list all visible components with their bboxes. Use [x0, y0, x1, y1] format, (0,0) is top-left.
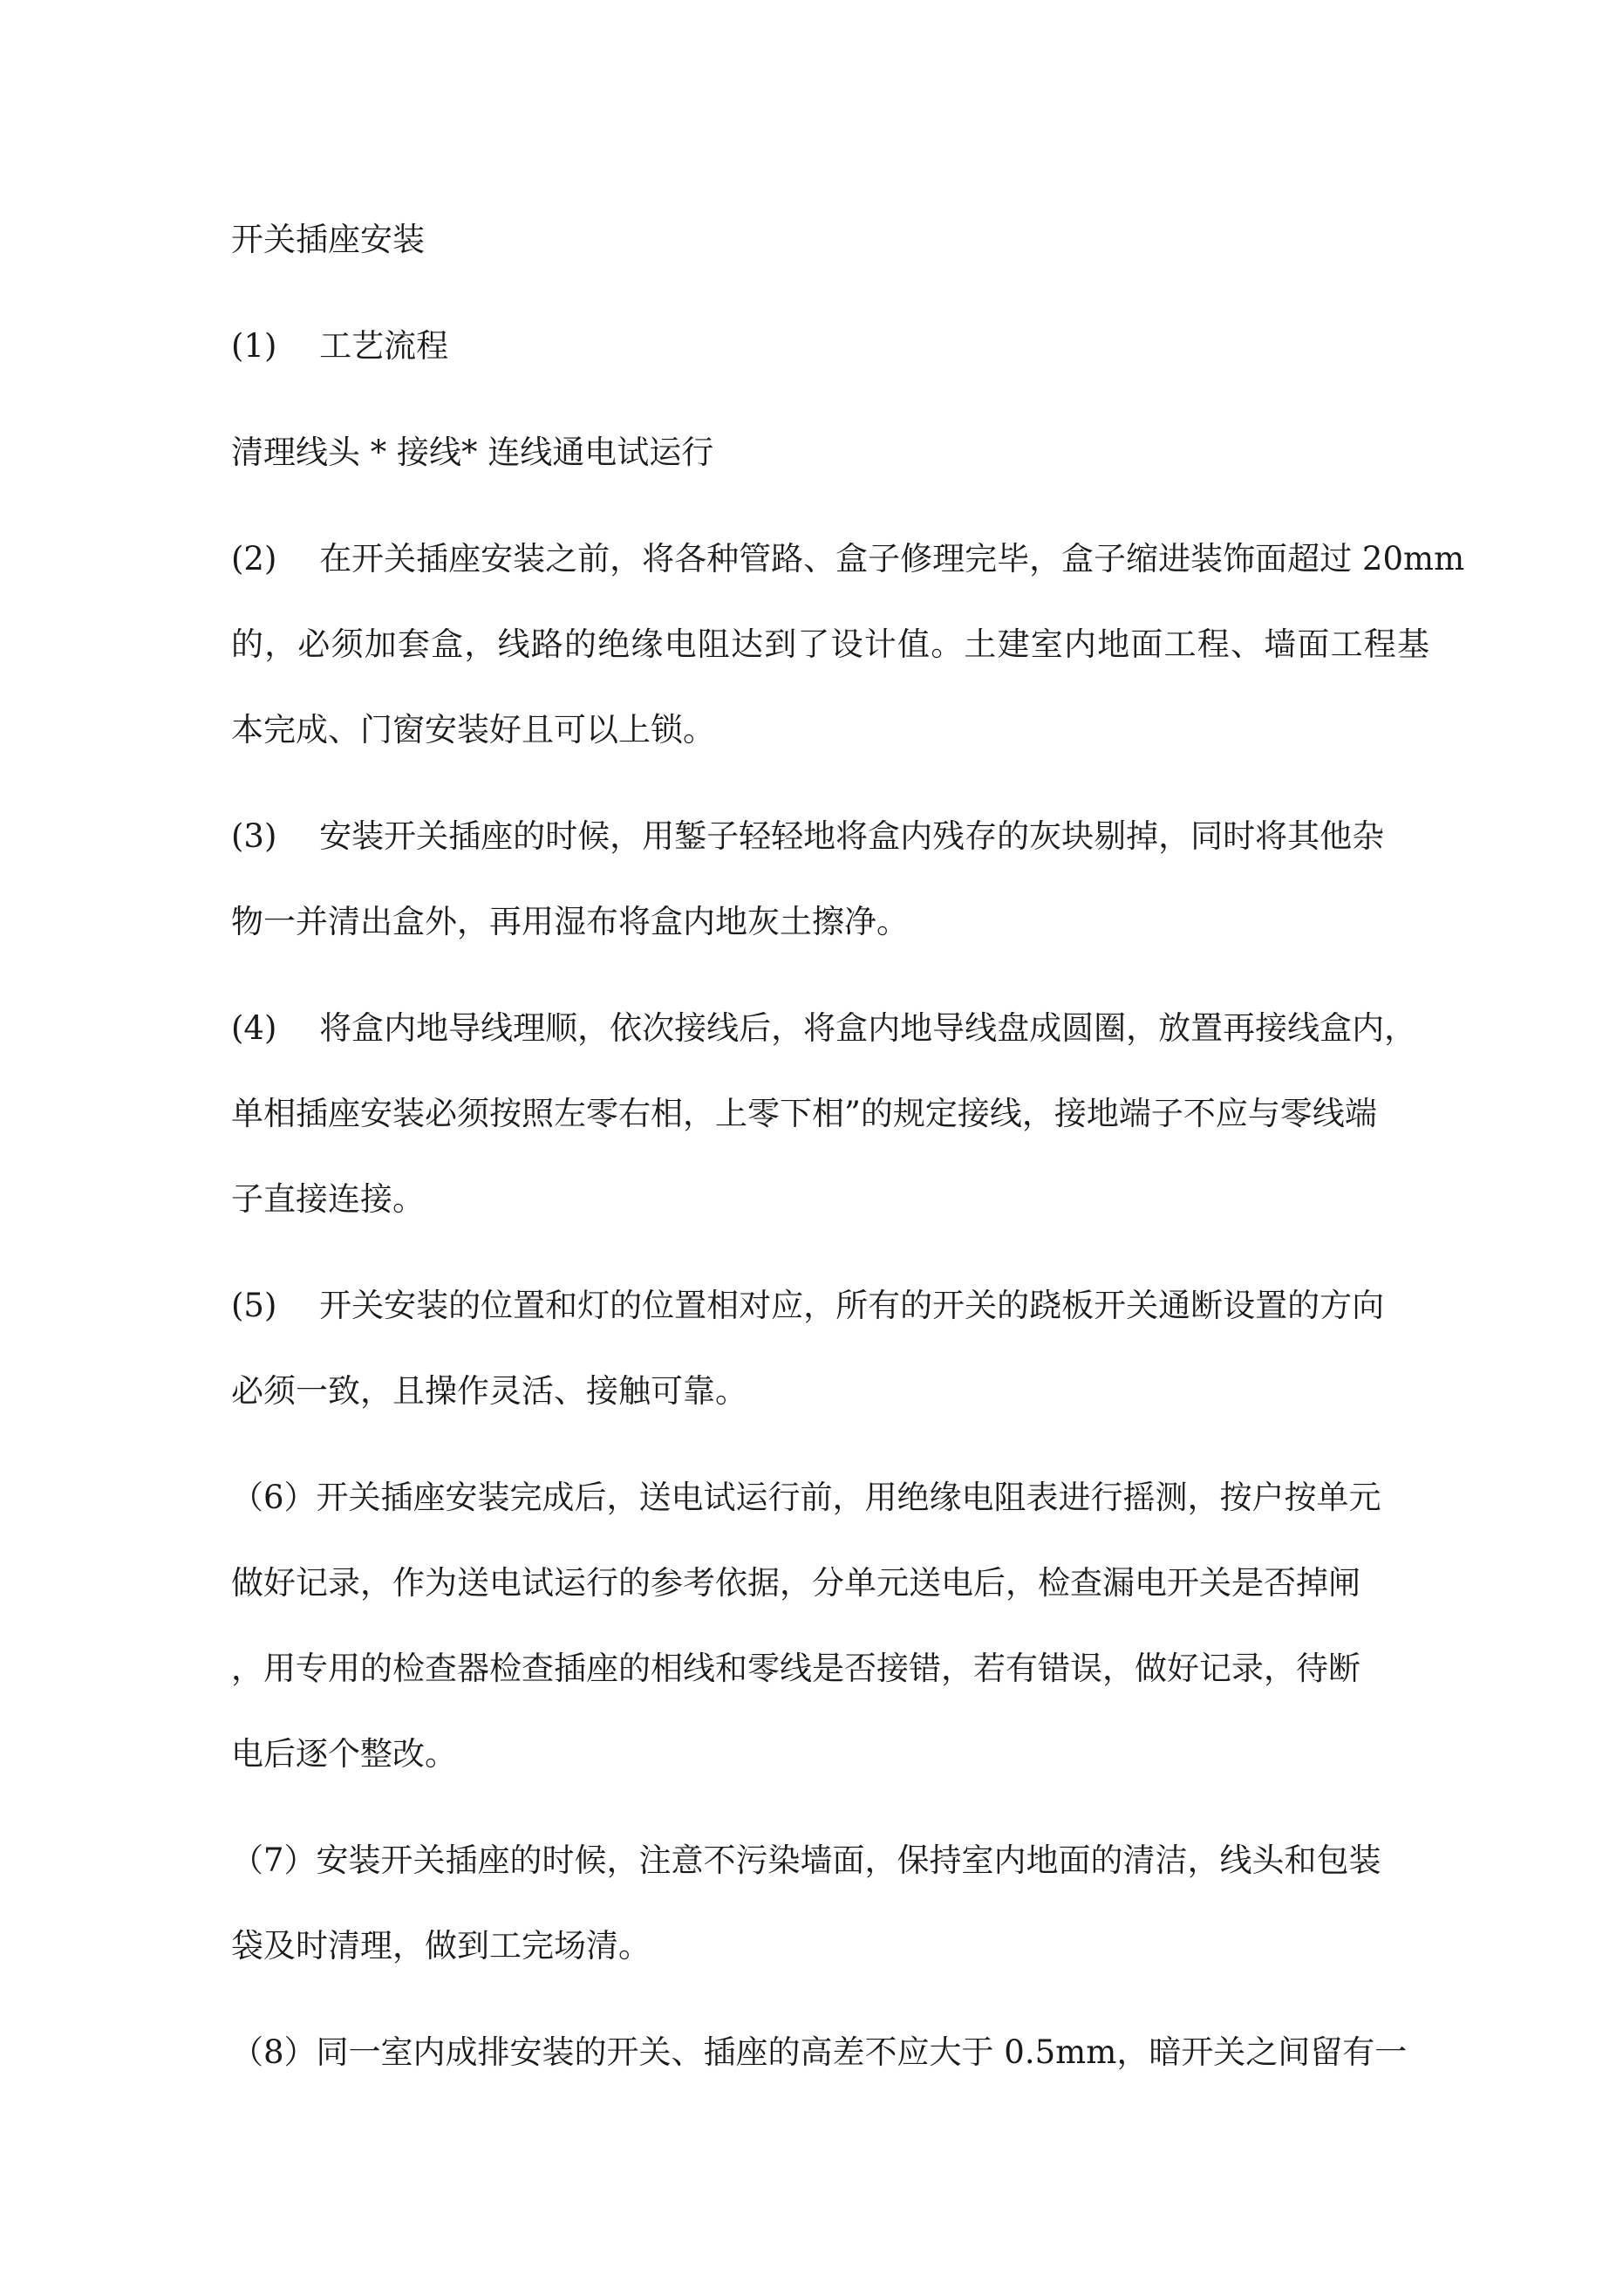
paragraph-line: 必须一致，且操作灵活、接触可靠。 [231, 1372, 747, 1410]
paragraph-line: 做好记录，作为送电试运行的参考依据，分单元送电后，检查漏电开关是否掉闸 [231, 1564, 1360, 1602]
paragraph-line: 清理线头 * 接线* 连线通电试运行 [231, 434, 714, 471]
paragraph-line: 物一并清出盒外，再用湿布将盒内地灰土擦净。 [231, 903, 909, 940]
paragraph-line: 子直接连接。 [231, 1180, 425, 1218]
paragraph-line: 本完成、门窗安装好且可以上锁。 [231, 711, 715, 748]
paragraph-line: （6）开关插座安装完成后，送电试运行前，用绝缘电阻表进行摇测，按户按单元 [231, 1479, 1381, 1516]
paragraph-line: 袋及时清理，做到工完场清。 [231, 1927, 651, 1965]
paragraph-line: (1) 工艺流程 [231, 327, 449, 365]
paragraph-line: (2) 在开关插座安装之前，将各种管路、盒子修理完毕，盒子缩进装饰面超过 20mm [231, 540, 1465, 577]
paragraph-line: 单相插座安装必须按照左零右相，上零下相”的规定接线，接地端子不应与零线端 [231, 1095, 1377, 1132]
paragraph-line: 电后逐个整改。 [231, 1735, 457, 1773]
paragraph-line: (5) 开关安装的位置和灯的位置相对应，所有的开关的跷板开关通断设置的方向 [231, 1287, 1385, 1324]
paragraph-line: 的，必须加套盒，线路的绝缘电阻达到了设计值。土建室内地面工程、墙面工程基 [231, 625, 1431, 663]
paragraph-line: (4) 将盒内地导线理顺，依次接线后，将盒内地导线盘成圆圈，放置再接线盒内， [231, 1009, 1417, 1047]
paragraph-line: （8）同一室内成排安装的开关、插座的高差不应大于 0.5mm，暗开关之间留有一 [231, 2033, 1408, 2071]
paragraph-line: (3) 安装开关插座的时候，用錾子轻轻地将盒内残存的灰块剔掉，同时将其他杂 [231, 817, 1385, 855]
paragraph-line: （7）安装开关插座的时候，注意不污染墙面，保持室内地面的清洁，线头和包装 [231, 1842, 1381, 1879]
paragraph-line: ，用专用的检查器检查插座的相线和零线是否接错，若有错误，做好记录，待断 [231, 1650, 1360, 1687]
document-title: 开关插座安装 [231, 221, 425, 258]
